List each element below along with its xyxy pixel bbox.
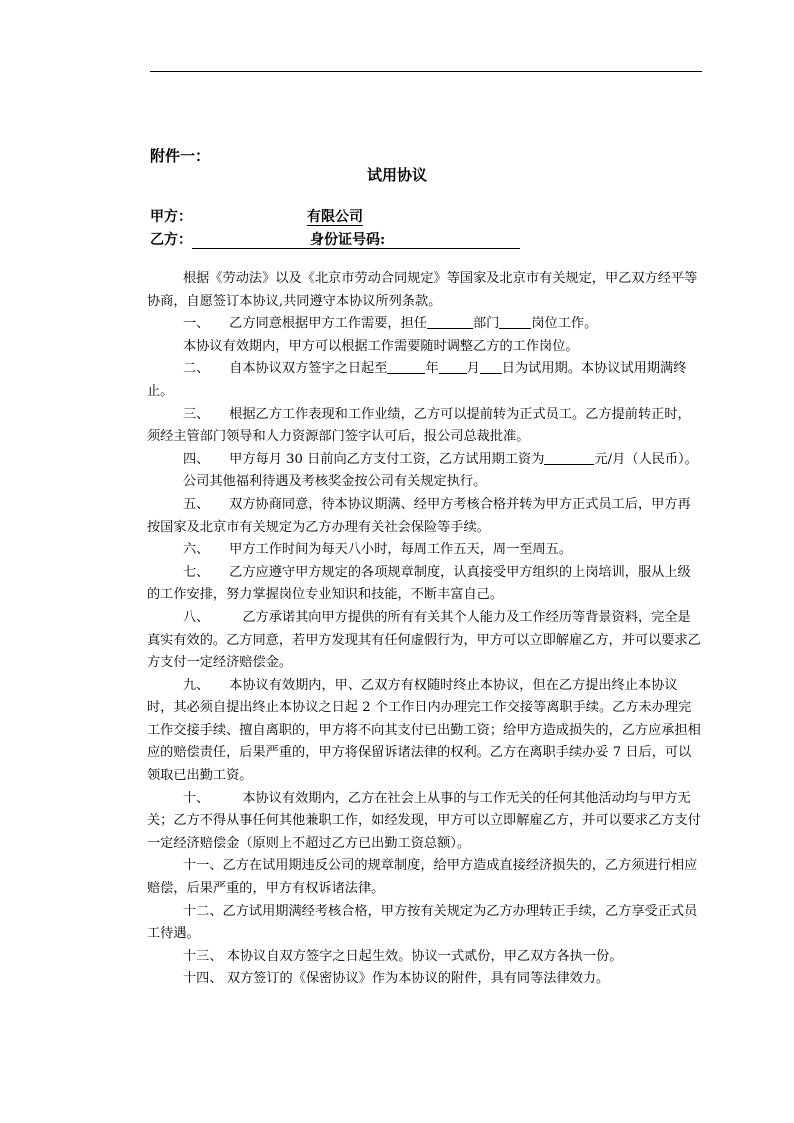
clause-1-post: 岗位工作。 <box>531 316 598 332</box>
party-b-name-blank <box>192 233 310 249</box>
party-a-label: 甲方： <box>150 209 192 225</box>
id-number-label: 身份证号码: <box>310 232 386 248</box>
clause-2 <box>147 358 703 403</box>
clause-2-month: 月 <box>466 361 480 377</box>
attachment-label: 附件一： <box>150 147 211 165</box>
document-title: 试用协议 <box>366 166 427 184</box>
clause-2-text: 二、 自本协议双方签字之日起至 <box>183 361 388 377</box>
clause-6: 六、 甲方工作时间为每天八小时，每周工作五天，周一至周五。 <box>183 542 573 558</box>
clause-8: 八、 乙方承诺其向甲方提供的所有有关其个人能力及工作经历等背景资料，完全是真实有效的。乙方同意，若甲方发现其有任何虚假行为，甲方可以立即解雇乙方，并可以要求乙方支付一定经济赔偿金。 <box>147 609 701 671</box>
position-blank <box>499 314 531 329</box>
clause-4-unit: 元/月（人民币）。 <box>594 451 698 467</box>
department-blank <box>427 314 473 329</box>
clause-4 <box>147 449 703 472</box>
preamble: 根据《劳动法》以及《北京市劳动合同规定》等国家及北京市有关规定，甲乙双方经平等协商，自愿签订本协议,共同遵守本协议所列条款。 <box>147 271 698 309</box>
clause-1-dept: 部门 <box>472 316 500 332</box>
party-a-line <box>150 206 363 226</box>
year-blank <box>387 359 425 374</box>
agreement-body <box>147 268 703 991</box>
clause-14: 十四、 双方签订的《保密协议》作为本协议的附件，具有同等法律效力。 <box>183 971 610 987</box>
clause-1-note: 本协议有效期内，甲方可以根据工作需要随时调整乙方的工作岗位。 <box>183 338 579 354</box>
clause-2-day: 日为试用期。本协议试用期满终止。 <box>147 361 687 399</box>
clause-3: 三、 根据乙方工作表现和工作业绩，乙方可以提前转为正式员工。乙方提前转正时，须经主管部门领导和人力资源部门签字认可后，报公司总裁批准。 <box>147 406 691 445</box>
clause-4-text: 四、 甲方每月 30 日前向乙方支付工资，乙方试用期工资为 <box>183 451 545 467</box>
clause-5: 五、 双方协商同意，待本协议期满、经甲方考核合格并转为甲方正式员工后，甲方再按国家及北京市有关规定为乙方办理有关社会保险等手续。 <box>147 496 691 535</box>
clause-13: 十三、 本协议自双方签字之日起生效。协议一式贰份，甲乙双方各执一份。 <box>183 948 623 964</box>
salary-blank <box>544 450 594 465</box>
clause-11: 十一、乙方在试用期违反公司的规章制度，给甲方造成直接经济损失的，乙方须进行相应赔偿，后果严重的，甲方有权诉诸法律。 <box>147 858 698 897</box>
party-a-name-blank <box>192 211 307 226</box>
clause-10: 十、 本协议有效期内，乙方在社会上从事的与工作无关的任何其他活动均与甲方无关；乙方不得从事任何其他兼职工作，如经发现，甲方可以立即解雇乙方，并可以要求乙方支付一定经济赔偿金（原则上不超过乙方已出勤工资总额）。 <box>147 790 701 851</box>
party-b-label: 乙方： <box>150 232 192 248</box>
day-blank <box>480 359 502 374</box>
clause-4-note: 公司其他福利待遇及考核奖金按公司有关规定执行。 <box>183 474 487 490</box>
clause-1 <box>147 313 703 336</box>
clause-9: 九、 本协议有效期内，甲、乙双方有权随时终止本协议，但在乙方提出终止本协议时，其必须自提出终止本协议之日起 2 个工作日内办理完工作交接等离职手续。乙方未办理完工作交接手续、擅自离职的，甲方将不向其支付已出勤工资；给甲方造成损失的，乙方应承担相应的赔偿责任，后果严重的，甲方将保留诉诸法律的权利。乙方在离职手续办妥 7 日后，可以领取已出勤工资。 <box>147 677 701 784</box>
clause-2-year: 年 <box>425 361 439 377</box>
party-b-line <box>150 229 520 249</box>
clause-12: 十二、乙方试用期满经考核合格，甲方按有关规定为乙方办理转正手续，乙方享受正式员工待遇。 <box>147 903 698 942</box>
month-blank <box>439 359 467 374</box>
clause-1-text: 一、 乙方同意根据甲方工作需要，担任 <box>183 316 427 332</box>
clause-7: 七、 乙方应遵守甲方规定的各项规章制度，认真接受甲方组织的上岗培训，服从上级的工作安排，努力掌握岗位专业知识和技能，不断丰富自己。 <box>147 564 691 603</box>
header-rule <box>150 71 702 72</box>
id-number-blank <box>385 233 520 249</box>
party-a-company: 有限公司 <box>307 209 363 225</box>
